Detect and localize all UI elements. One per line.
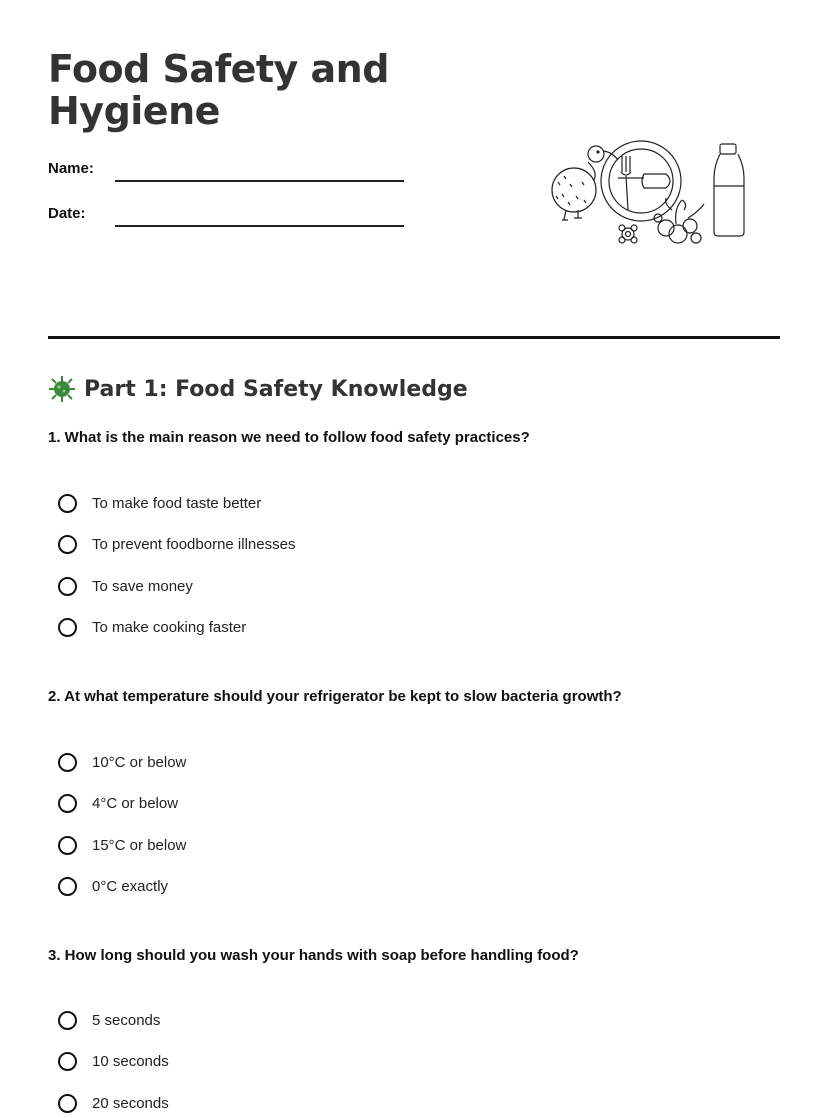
name-field[interactable] (115, 180, 404, 182)
option-label: 5 seconds (92, 1011, 161, 1029)
radio-button[interactable] (58, 1052, 77, 1071)
radio-button[interactable] (58, 494, 77, 513)
radio-button[interactable] (58, 577, 77, 596)
answer-option[interactable] (58, 1091, 169, 1115)
answer-option[interactable] (58, 1008, 160, 1032)
section-heading-text: Part 1: Food Safety Knowledge (84, 376, 468, 402)
question-text: 2. At what temperature should your refrigerator be kept to slow bacteria growth? (48, 688, 622, 705)
radio-button[interactable] (58, 535, 77, 554)
answer-option[interactable] (58, 574, 193, 598)
answer-option[interactable] (58, 874, 168, 898)
answer-option[interactable] (58, 491, 261, 515)
option-label: To save money (92, 577, 193, 595)
answer-option[interactable] (58, 532, 295, 556)
section-heading (48, 372, 468, 406)
option-label: 10 seconds (92, 1052, 169, 1070)
option-label: 15°C or below (92, 836, 187, 854)
question-text: 3. How long should you wash your hands with soap before handling food? (48, 947, 579, 964)
answer-option[interactable] (58, 833, 186, 857)
radio-button[interactable] (58, 877, 77, 896)
radio-button[interactable] (58, 1011, 77, 1030)
option-label: To prevent foodborne illnesses (92, 535, 296, 553)
germ-icon (48, 375, 76, 403)
worksheet-title: Food Safety and Hygiene (48, 47, 389, 133)
answer-option[interactable] (58, 750, 186, 774)
option-label: 0°C exactly (92, 877, 169, 895)
option-label: To make food taste better (92, 494, 262, 512)
radio-button[interactable] (58, 794, 77, 813)
option-label: 20 seconds (92, 1094, 169, 1112)
milk-bottle-icon (714, 144, 744, 236)
option-label: To make cooking faster (92, 618, 247, 636)
answer-option[interactable] (58, 791, 178, 815)
radio-button[interactable] (58, 836, 77, 855)
name-label: Name: (48, 160, 94, 177)
answer-option[interactable] (58, 615, 246, 639)
plate-icon (601, 141, 681, 221)
date-field[interactable] (115, 225, 404, 227)
answer-option[interactable] (58, 1049, 169, 1073)
radio-button[interactable] (58, 618, 77, 637)
radio-button[interactable] (58, 1094, 77, 1113)
section-divider (48, 336, 780, 339)
question-text: 1. What is the main reason we need to follow food safety practices? (48, 429, 530, 446)
date-label: Date: (48, 205, 86, 222)
option-label: 4°C or below (92, 794, 179, 812)
kiwi-plate-milk-illustration (548, 138, 750, 250)
radio-button[interactable] (58, 753, 77, 772)
kiwi-bird-icon (552, 146, 618, 220)
option-label: 10°C or below (92, 753, 187, 771)
